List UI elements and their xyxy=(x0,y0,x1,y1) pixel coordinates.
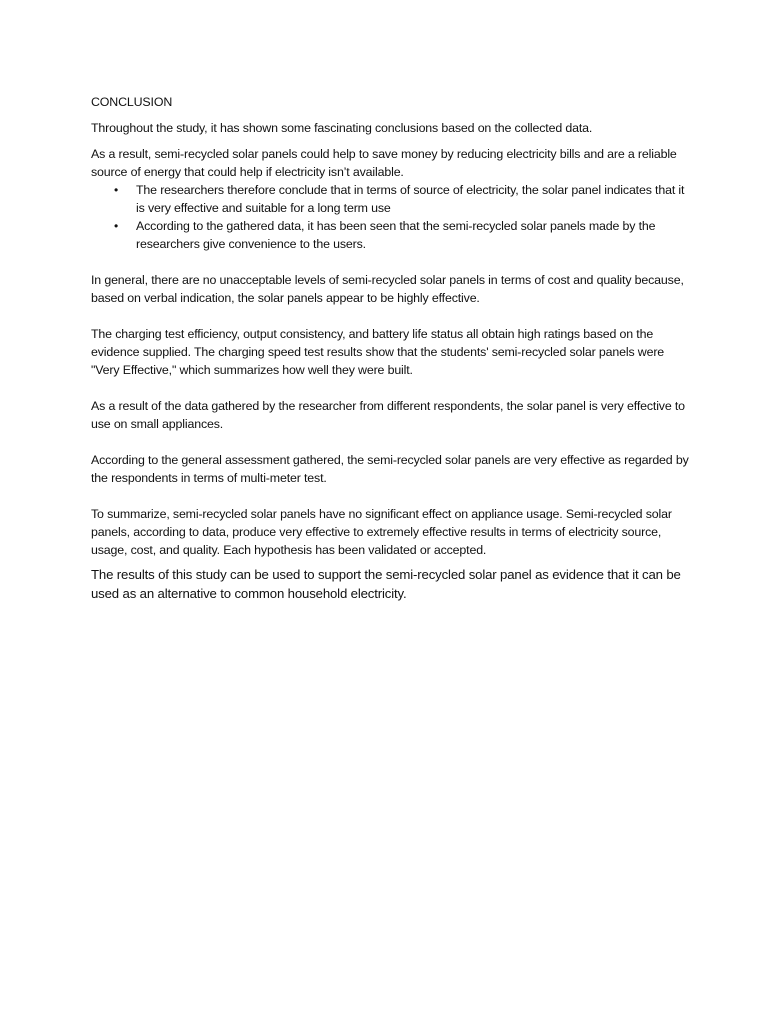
result-paragraph: As a result, semi-recycled solar panels could help to save money by reducing electricity bills and are a reliable source of energy that could help if electricity isn’t available. xyxy=(91,147,677,179)
final-paragraph: The results of this study can be used to support the semi-recycled solar panel as evidence that it can be used as an alternative to common household electricity. xyxy=(91,567,681,601)
bullet-text: According to the gathered data, it has been seen that the semi-recycled solar panels made by the researchers give convenience to the users. xyxy=(136,219,656,251)
general-paragraph: In general, there are no unacceptable levels of semi-recycled solar panels in terms of cost and quality because, based on verbal indication, the solar panels appear to be highly effective. xyxy=(91,273,684,305)
assessment-paragraph: According to the general assessment gathered, the semi-recycled solar panels are very effective as regarded by the respondents in terms of multi-meter test. xyxy=(91,453,689,485)
bullet-text: The researchers therefore conclude that in terms of source of electricity, the solar panel indicates that it is very effective and suitable for a long term use xyxy=(136,183,685,215)
conclusion-bullet-list xyxy=(91,181,691,253)
bullet-icon: • xyxy=(114,219,119,233)
bullet-item xyxy=(91,217,691,253)
bullet-icon: • xyxy=(114,183,119,197)
document-body xyxy=(91,93,691,603)
bullet-item xyxy=(91,181,691,217)
intro-paragraph: Throughout the study, it has shown some fascinating conclusions based on the collected data. xyxy=(91,121,593,135)
summary-paragraph: To summarize, semi-recycled solar panels have no significant effect on appliance usage. Semi-recycled solar panels, according to data, produce very effective to extremely effective results in terms of electricity source, usage, cost, and quality. Each hypothesis has been validated or accepted. xyxy=(91,507,672,557)
respondents-paragraph: As a result of the data gathered by the researcher from different respondents, the solar panel is very effective to use on small appliances. xyxy=(91,399,685,431)
section-heading: CONCLUSION xyxy=(91,95,173,109)
charging-test-paragraph: The charging test efficiency, output consistency, and battery life status all obtain high ratings based on the evidence supplied. The charging speed test results show that the students' semi-recycled solar panels were "Very Effective," which summarizes how well they were built. xyxy=(91,327,665,377)
